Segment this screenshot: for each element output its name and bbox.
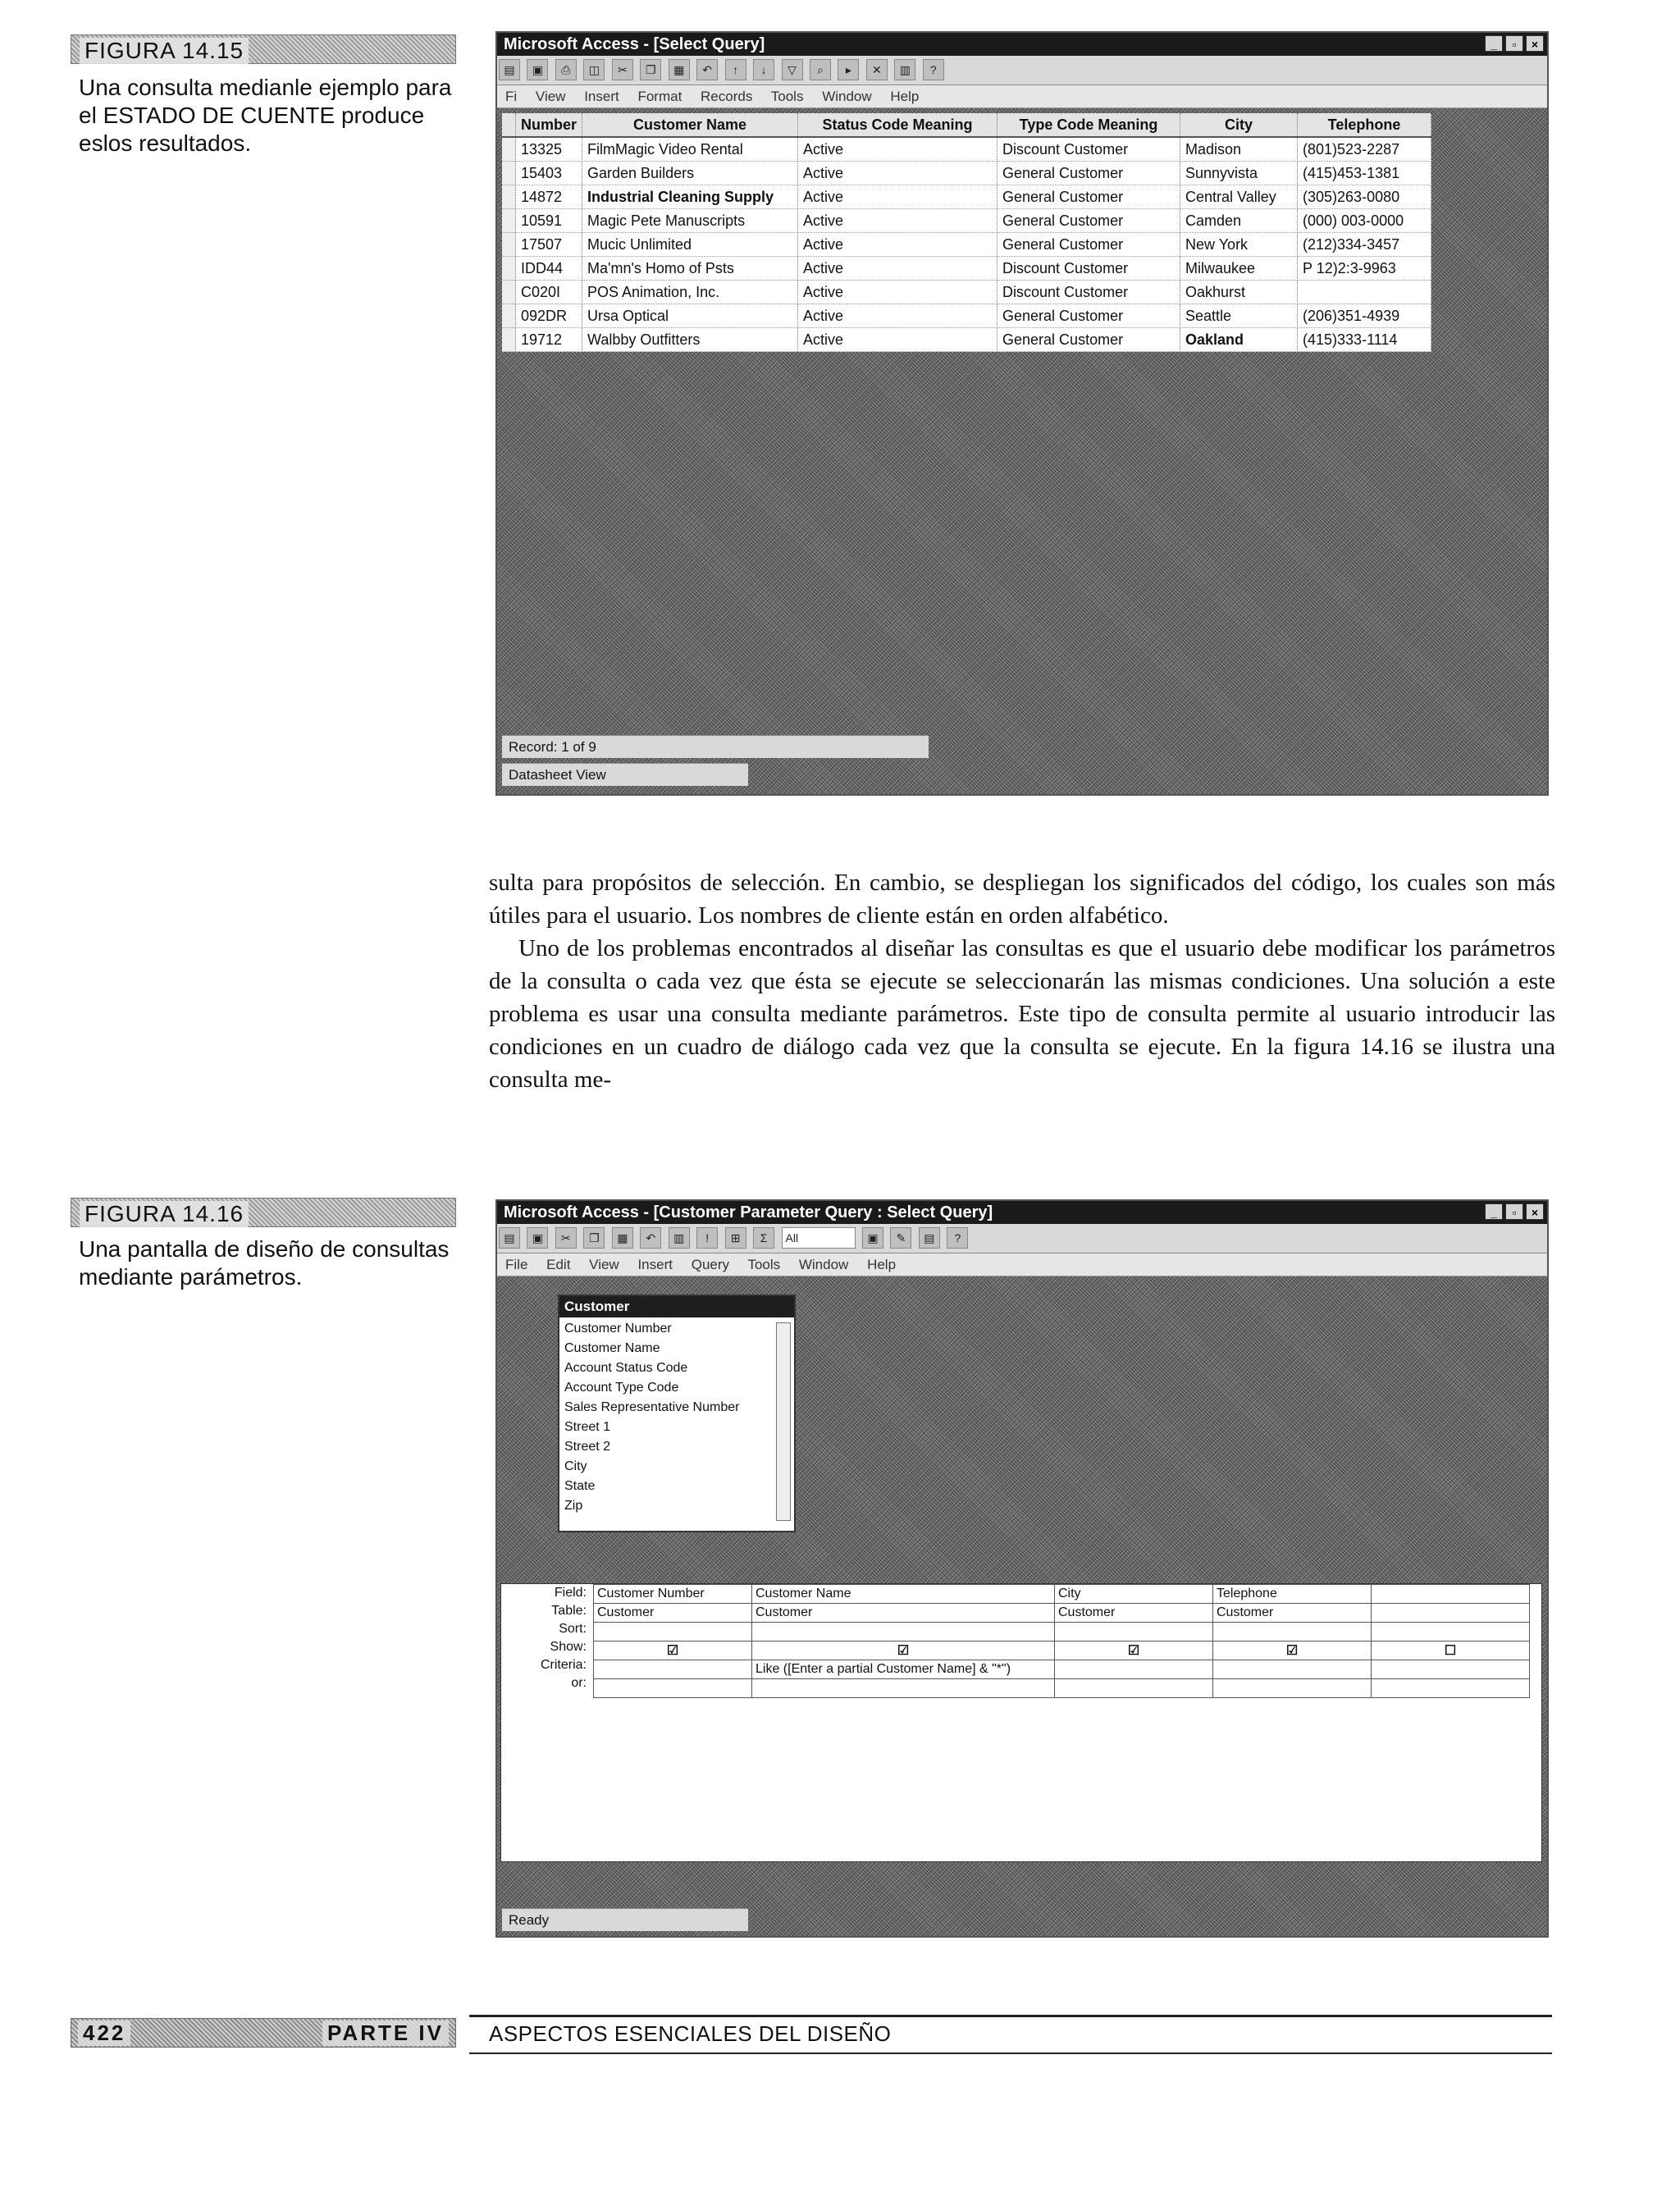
- table-row[interactable]: [502, 233, 1431, 257]
- menu-item[interactable]: Tools: [770, 89, 804, 104]
- figure-14-15-caption: Una consulta medianle ejemplo para el ESTADO DE CUENTE produce eslos resultados.: [79, 75, 452, 156]
- table-row[interactable]: [502, 185, 1431, 209]
- cell-telephone[interactable]: (212)334-3457: [1298, 233, 1431, 257]
- close-icon[interactable]: ×: [1526, 1203, 1544, 1220]
- field-item[interactable]: Account Type Code: [564, 1381, 679, 1395]
- menu-item[interactable]: Insert: [637, 1257, 673, 1272]
- menu-item[interactable]: File: [505, 1257, 528, 1272]
- menu-item[interactable]: Window: [798, 1257, 849, 1272]
- footer-rule-top: [469, 2015, 1552, 2017]
- query-type-icon[interactable]: ▥: [669, 1227, 690, 1249]
- cell-type[interactable]: General Customer: [998, 209, 1180, 233]
- grid-or-cell[interactable]: [1372, 1679, 1530, 1698]
- cell-customer-name[interactable]: Garden Builders: [582, 162, 798, 185]
- body-paragraph: Uno de los problemas encontrados al diseñar las consultas es que el usuario debe modificar los parámetros de la consulta o cada vez que ésta se ejecute se seleccionarán las mismas condiciones. Una solución a este problema es usar una consulta mediante parámetros. Este tipo de consulta permite al usuario introducir las condiciones en un cuadro de diálogo cada vez que la consulta se ejecute. En la figura 14.16 se ilustra una consulta me-: [489, 935, 1555, 1093]
- sort-desc-icon[interactable]: ↓: [753, 59, 774, 80]
- close-icon[interactable]: ×: [1526, 35, 1544, 52]
- column-header[interactable]: Number: [516, 113, 582, 137]
- totals-icon[interactable]: Σ: [753, 1227, 774, 1249]
- select-query-screenshot: [495, 31, 1549, 796]
- cell-telephone[interactable]: (415)453-1381: [1298, 162, 1431, 185]
- window-controls: [1485, 35, 1544, 52]
- print-icon[interactable]: ⎙: [555, 59, 577, 80]
- minimize-icon[interactable]: _: [1485, 35, 1503, 52]
- cell-telephone[interactable]: (415)333-1114: [1298, 328, 1431, 352]
- cell-city[interactable]: Central Valley: [1180, 185, 1298, 209]
- window-title: Microsoft Access - [Select Query]: [504, 35, 765, 53]
- row-selector[interactable]: [502, 257, 516, 281]
- top-values-combo[interactable]: All: [782, 1227, 856, 1249]
- table-row[interactable]: [502, 281, 1431, 304]
- show-checkbox[interactable]: ☑: [594, 1642, 752, 1660]
- cell-customer-name[interactable]: POS Animation, Inc.: [582, 281, 798, 304]
- field-item[interactable]: City: [564, 1459, 587, 1473]
- grid-criteria-cell[interactable]: [1372, 1660, 1530, 1679]
- menu-item[interactable]: Window: [822, 89, 872, 104]
- row-selector[interactable]: [502, 209, 516, 233]
- cell-type[interactable]: General Customer: [998, 304, 1180, 328]
- cell-status[interactable]: Active: [798, 304, 998, 328]
- menu-item[interactable]: Format: [637, 89, 682, 104]
- grid-criteria-cell[interactable]: [1213, 1660, 1372, 1679]
- query-design-grid: [500, 1583, 1542, 1862]
- save-icon[interactable]: ▣: [527, 1227, 548, 1249]
- show-checkbox[interactable]: ☐: [1372, 1642, 1530, 1660]
- cell-city[interactable]: Oakhurst: [1180, 281, 1298, 304]
- row-label: or:: [571, 1676, 587, 1690]
- paste-icon[interactable]: ▦: [669, 59, 690, 80]
- cell-customer-name[interactable]: Mucic Unlimited: [582, 233, 798, 257]
- record-navigator[interactable]: [502, 735, 929, 758]
- cell-telephone[interactable]: (305)263-0080: [1298, 185, 1431, 209]
- body-paragraph: sulta para propósitos de selección. En cambio, se despliegan los significados del código, los cuales son más útiles para el usuario. Los nombres de cliente están en orden alfabético.: [489, 870, 1555, 929]
- window-title-bar: [497, 33, 1547, 56]
- row-selector[interactable]: [502, 185, 516, 209]
- cell-telephone[interactable]: (206)351-4939: [1298, 304, 1431, 328]
- cell-customer-name[interactable]: Walbby Outfitters: [582, 328, 798, 352]
- column-header[interactable]: City: [1180, 113, 1298, 137]
- design-status-text: Ready: [509, 1912, 550, 1928]
- figure-14-15-tag: [71, 34, 456, 64]
- window-controls: [1485, 1203, 1544, 1220]
- cell-number[interactable]: 19712: [516, 328, 582, 352]
- status-bar: [502, 763, 748, 786]
- find-icon[interactable]: ⌕: [810, 59, 831, 80]
- cell-customer-name[interactable]: Ursa Optical: [582, 304, 798, 328]
- field-item[interactable]: Zip: [564, 1499, 583, 1513]
- row-selector[interactable]: [502, 162, 516, 185]
- cell-city[interactable]: Milwaukee: [1180, 257, 1298, 281]
- cell-city[interactable]: Oakland: [1180, 328, 1298, 352]
- copy-icon[interactable]: ❐: [583, 1227, 605, 1249]
- properties-icon[interactable]: ▣: [862, 1227, 883, 1249]
- grid-criteria-cell[interactable]: Like ([Enter a partial Customer Name] & "*"): [752, 1660, 1055, 1679]
- criteria-row: [594, 1660, 1530, 1679]
- window-title: Microsoft Access - [Customer Parameter Query : Select Query]: [504, 1203, 993, 1221]
- new-record-icon[interactable]: ▸: [838, 59, 859, 80]
- menu-item[interactable]: Fi: [505, 89, 518, 104]
- cell-telephone[interactable]: P 12)2:3-9963: [1298, 257, 1431, 281]
- cell-number[interactable]: 17507: [516, 233, 582, 257]
- table-row[interactable]: [502, 209, 1431, 233]
- grid-sort-cell[interactable]: [1055, 1623, 1213, 1642]
- table-row[interactable]: [502, 304, 1431, 328]
- show-table-icon[interactable]: ⊞: [725, 1227, 746, 1249]
- or-row: [594, 1679, 1530, 1698]
- footer-title: ASPECTOS ESENCIALES DEL DISEÑO: [489, 2021, 892, 2046]
- cell-telephone[interactable]: [1298, 281, 1431, 304]
- cell-status[interactable]: Active: [798, 209, 998, 233]
- cell-status[interactable]: Active: [798, 185, 998, 209]
- show-checkbox[interactable]: ☑: [1213, 1642, 1372, 1660]
- table-row[interactable]: [502, 137, 1431, 162]
- cell-customer-name[interactable]: Industrial Cleaning Supply: [582, 185, 798, 209]
- column-header[interactable]: Type Code Meaning: [998, 113, 1180, 137]
- footer-part-tag: [71, 2018, 456, 2048]
- paste-icon[interactable]: ▦: [612, 1227, 633, 1249]
- grid-field-cell[interactable]: [1372, 1585, 1530, 1604]
- cell-status[interactable]: Active: [798, 233, 998, 257]
- grid-or-cell[interactable]: [752, 1679, 1055, 1698]
- menu-item[interactable]: Tools: [747, 1257, 781, 1272]
- table-row[interactable]: [502, 328, 1431, 352]
- view-icon[interactable]: ▤: [499, 1227, 520, 1249]
- grid-table-cell[interactable]: Customer: [1213, 1604, 1372, 1623]
- page-number: 422: [78, 2021, 130, 2046]
- cell-number[interactable]: 13325: [516, 137, 582, 162]
- figure-14-16-label: FIGURA 14.16: [80, 1201, 249, 1227]
- preview-icon[interactable]: ◫: [583, 59, 605, 80]
- grid-sort-cell[interactable]: [1213, 1623, 1372, 1642]
- cut-icon[interactable]: ✂: [612, 59, 633, 80]
- minimize-icon[interactable]: _: [1485, 1203, 1503, 1220]
- field-item[interactable]: Sales Representative Number: [564, 1400, 740, 1414]
- grid-table-cell[interactable]: [1372, 1604, 1530, 1623]
- cell-number[interactable]: 15403: [516, 162, 582, 185]
- cell-customer-name[interactable]: FilmMagic Video Rental: [582, 137, 798, 162]
- row-label: Sort:: [559, 1622, 587, 1636]
- customer-field-list[interactable]: [558, 1294, 796, 1532]
- cell-city[interactable]: Camden: [1180, 209, 1298, 233]
- grid-table-cell[interactable]: Customer: [594, 1604, 752, 1623]
- table-row[interactable]: [502, 162, 1431, 185]
- cell-status[interactable]: Active: [798, 162, 998, 185]
- table-row[interactable]: [502, 257, 1431, 281]
- design-toolbar: [497, 1224, 1547, 1253]
- window-title-bar: [497, 1201, 1547, 1224]
- field-list-scrollbar[interactable]: [776, 1322, 791, 1521]
- cell-type[interactable]: Discount Customer: [998, 257, 1180, 281]
- menu-item[interactable]: Edit: [546, 1257, 571, 1272]
- help-icon[interactable]: ?: [947, 1227, 968, 1249]
- cell-type[interactable]: General Customer: [998, 233, 1180, 257]
- row-selector[interactable]: [502, 233, 516, 257]
- grid-sort-cell[interactable]: [752, 1623, 1055, 1642]
- row-selector[interactable]: [502, 137, 516, 162]
- row-selector[interactable]: [502, 281, 516, 304]
- menu-item[interactable]: View: [535, 89, 566, 104]
- grid-or-cell[interactable]: [594, 1679, 752, 1698]
- grid-sort-cell[interactable]: [1372, 1623, 1530, 1642]
- grid-sort-cell[interactable]: [594, 1623, 752, 1642]
- cell-status[interactable]: Active: [798, 281, 998, 304]
- cell-status[interactable]: Active: [798, 328, 998, 352]
- menu-bar: [497, 1253, 1547, 1276]
- grid-table-cell[interactable]: Customer: [752, 1604, 1055, 1623]
- cell-city[interactable]: Seattle: [1180, 304, 1298, 328]
- row-selector[interactable]: [502, 328, 516, 352]
- delete-record-icon[interactable]: ✕: [866, 59, 888, 80]
- part-label: PARTE IV: [322, 2021, 449, 2046]
- cell-telephone[interactable]: (801)523-2287: [1298, 137, 1431, 162]
- grid-row-labels: [501, 1584, 591, 1692]
- column-header[interactable]: Telephone: [1298, 113, 1431, 137]
- select-all-cell[interactable]: [502, 113, 516, 137]
- show-checkbox[interactable]: ☑: [1055, 1642, 1213, 1660]
- field-item[interactable]: Customer Number: [564, 1322, 672, 1336]
- row-label: Field:: [554, 1586, 587, 1600]
- copy-icon[interactable]: ❐: [640, 59, 661, 80]
- datasheet-header-row: [502, 113, 1431, 137]
- database-icon[interactable]: ▥: [894, 59, 915, 80]
- menu-item[interactable]: Help: [867, 1257, 897, 1272]
- cell-number[interactable]: 14872: [516, 185, 582, 209]
- menu-item[interactable]: Query: [691, 1257, 730, 1272]
- cell-status[interactable]: Active: [798, 257, 998, 281]
- show-checkbox[interactable]: ☑: [752, 1642, 1055, 1660]
- table-name-row: [594, 1604, 1530, 1623]
- design-status-bar: [502, 1908, 748, 1931]
- help-icon[interactable]: ?: [923, 59, 944, 80]
- sort-row: [594, 1623, 1530, 1642]
- field-item[interactable]: Street 2: [564, 1440, 611, 1454]
- cell-number[interactable]: IDD44: [516, 257, 582, 281]
- run-icon[interactable]: !: [696, 1227, 718, 1249]
- criteria-grid: [593, 1584, 1530, 1698]
- view-icon[interactable]: ▤: [499, 59, 520, 80]
- restore-icon[interactable]: ▫: [1505, 1203, 1523, 1220]
- cell-customer-name[interactable]: Magic Pete Manuscripts: [582, 209, 798, 233]
- menu-bar: [497, 85, 1547, 108]
- cell-type[interactable]: General Customer: [998, 185, 1180, 209]
- body-text: [489, 866, 1555, 1096]
- grid-table-cell[interactable]: Customer: [1055, 1604, 1213, 1623]
- cell-number[interactable]: C020I: [516, 281, 582, 304]
- query-toolbar: [497, 56, 1547, 85]
- grid-criteria-cell[interactable]: [1055, 1660, 1213, 1679]
- cell-customer-name[interactable]: Ma'mn's Homo of Psts: [582, 257, 798, 281]
- undo-icon[interactable]: ↶: [696, 59, 718, 80]
- cell-number[interactable]: 092DR: [516, 304, 582, 328]
- cut-icon[interactable]: ✂: [555, 1227, 577, 1249]
- figure-14-15-label: FIGURA 14.15: [80, 38, 249, 64]
- cell-number[interactable]: 10591: [516, 209, 582, 233]
- build-icon[interactable]: ✎: [890, 1227, 911, 1249]
- sort-asc-icon[interactable]: ↑: [725, 59, 746, 80]
- restore-icon[interactable]: ▫: [1505, 35, 1523, 52]
- cell-telephone[interactable]: (000) 003-0000: [1298, 209, 1431, 233]
- field-list: [559, 1317, 794, 1518]
- cell-city[interactable]: Sunnyvista: [1180, 162, 1298, 185]
- menu-item[interactable]: Records: [701, 89, 753, 104]
- grid-field-cell[interactable]: Telephone: [1213, 1585, 1372, 1604]
- footer-rule-bottom: [469, 2052, 1552, 2054]
- cell-city[interactable]: New York: [1180, 233, 1298, 257]
- datasheet-table: [502, 113, 1431, 352]
- row-label: Table:: [551, 1604, 587, 1618]
- cell-type[interactable]: Discount Customer: [998, 281, 1180, 304]
- field-item[interactable]: State: [564, 1479, 596, 1493]
- filter-icon[interactable]: ▽: [782, 59, 803, 80]
- field-row: [594, 1585, 1530, 1604]
- show-row: [594, 1642, 1530, 1660]
- grid-or-cell[interactable]: [1055, 1679, 1213, 1698]
- record-nav-text: Record: 1 of 9: [509, 739, 596, 755]
- grid-criteria-cell[interactable]: [594, 1660, 752, 1679]
- menu-item[interactable]: Help: [890, 89, 920, 104]
- field-list-title: Customer: [559, 1296, 794, 1317]
- cell-status[interactable]: Active: [798, 137, 998, 162]
- field-item[interactable]: Customer Name: [564, 1341, 660, 1355]
- field-item[interactable]: Street 1: [564, 1420, 611, 1434]
- undo-icon[interactable]: ↶: [640, 1227, 661, 1249]
- database-icon[interactable]: ▤: [919, 1227, 940, 1249]
- menu-item[interactable]: Insert: [584, 89, 619, 104]
- figure-14-16-caption: Una pantalla de diseño de consultas mediante parámetros.: [79, 1236, 450, 1290]
- column-header[interactable]: Customer Name: [582, 113, 798, 137]
- menu-item[interactable]: View: [589, 1257, 619, 1272]
- field-item[interactable]: Account Status Code: [564, 1361, 688, 1375]
- grid-or-cell[interactable]: [1213, 1679, 1372, 1698]
- figure-14-16-tag: [71, 1198, 456, 1227]
- status-text: Datasheet View: [509, 767, 606, 783]
- cell-type[interactable]: General Customer: [998, 162, 1180, 185]
- row-label: Criteria:: [540, 1658, 587, 1672]
- cell-type[interactable]: General Customer: [998, 328, 1180, 352]
- cell-city[interactable]: Madison: [1180, 137, 1298, 162]
- cell-type[interactable]: Discount Customer: [998, 137, 1180, 162]
- row-selector[interactable]: [502, 304, 516, 328]
- row-label: Show:: [550, 1640, 587, 1654]
- grid-field-cell[interactable]: Customer Name: [752, 1585, 1055, 1604]
- grid-field-cell[interactable]: City: [1055, 1585, 1213, 1604]
- save-icon[interactable]: ▣: [527, 59, 548, 80]
- grid-field-cell[interactable]: Customer Number: [594, 1585, 752, 1604]
- column-header[interactable]: Status Code Meaning: [798, 113, 998, 137]
